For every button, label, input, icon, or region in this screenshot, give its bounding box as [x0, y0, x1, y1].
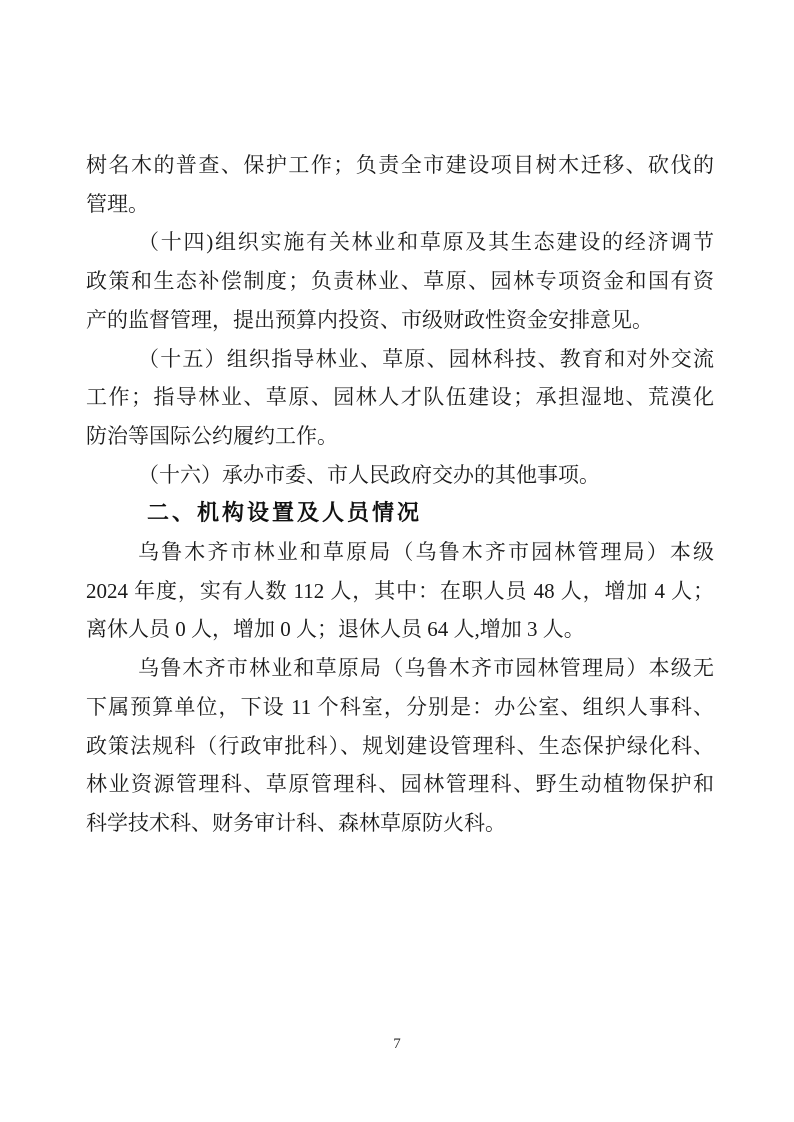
text-line: 科学技术科、财务审计科、森林草原防火科。 [86, 810, 506, 835]
text-line: 树名木的普查、保护工作；负责全市建设项目树木迁移、砍伐的 [86, 153, 714, 177]
paragraph-departments [86, 649, 714, 843]
section-heading: 二、机构设置及人员情况 [147, 500, 423, 526]
text-line: 林业资源管理科、草原管理科、园林管理科、野生动植物保护和 [86, 772, 714, 797]
text-line: 管理。 [86, 191, 149, 216]
paragraph-item-15 [86, 340, 714, 456]
text-line: 防治等国际公约履约工作。 [86, 423, 338, 448]
text-line: 乌鲁木齐市林业和草原局（乌鲁木齐市园林管理局）本级 [138, 540, 714, 565]
page-number: 7 [393, 1036, 401, 1052]
text-line: 离休人员 0 人，增加 0 人；退休人员 64 人,增加 3 人。 [86, 617, 585, 642]
text-line: （十四)组织实施有关林业和草原及其生态建设的经济调节 [138, 230, 714, 255]
document-body [86, 146, 714, 843]
paragraph-item-16 [86, 456, 714, 495]
text-line: 产的监督管理，提出预算内投资、市级财政性资金安排意见。 [86, 307, 653, 332]
text-line: 政策和生态补偿制度；负责林业、草原、园林专项资金和国有资 [86, 269, 714, 294]
paragraph-staffing [86, 533, 714, 649]
text-line: 政策法规科（行政审批科）、规划建设管理科、生态保护绿化科、 [86, 733, 714, 758]
text-line: （十五）组织指导林业、草原、园林科技、教育和对外交流 [138, 346, 714, 371]
text-line: 乌鲁木齐市林业和草原局（乌鲁木齐市园林管理局）本级无 [138, 656, 714, 681]
text-line: （十六）承办市委、市人民政府交办的其他事项。 [138, 462, 600, 487]
text-line: 2024 年度，实有人数 112 人，其中：在职人员 48 人，增加 4 人； [86, 578, 714, 603]
text-line: 下属预算单位，下设 11 个科室，分别是：办公室、组织人事科、 [86, 694, 714, 719]
paragraph-item-14 [86, 223, 714, 339]
paragraph-continuation [86, 146, 714, 223]
text-line: 工作；指导林业、草原、园林人才队伍建设；承担湿地、荒漠化 [86, 385, 714, 410]
